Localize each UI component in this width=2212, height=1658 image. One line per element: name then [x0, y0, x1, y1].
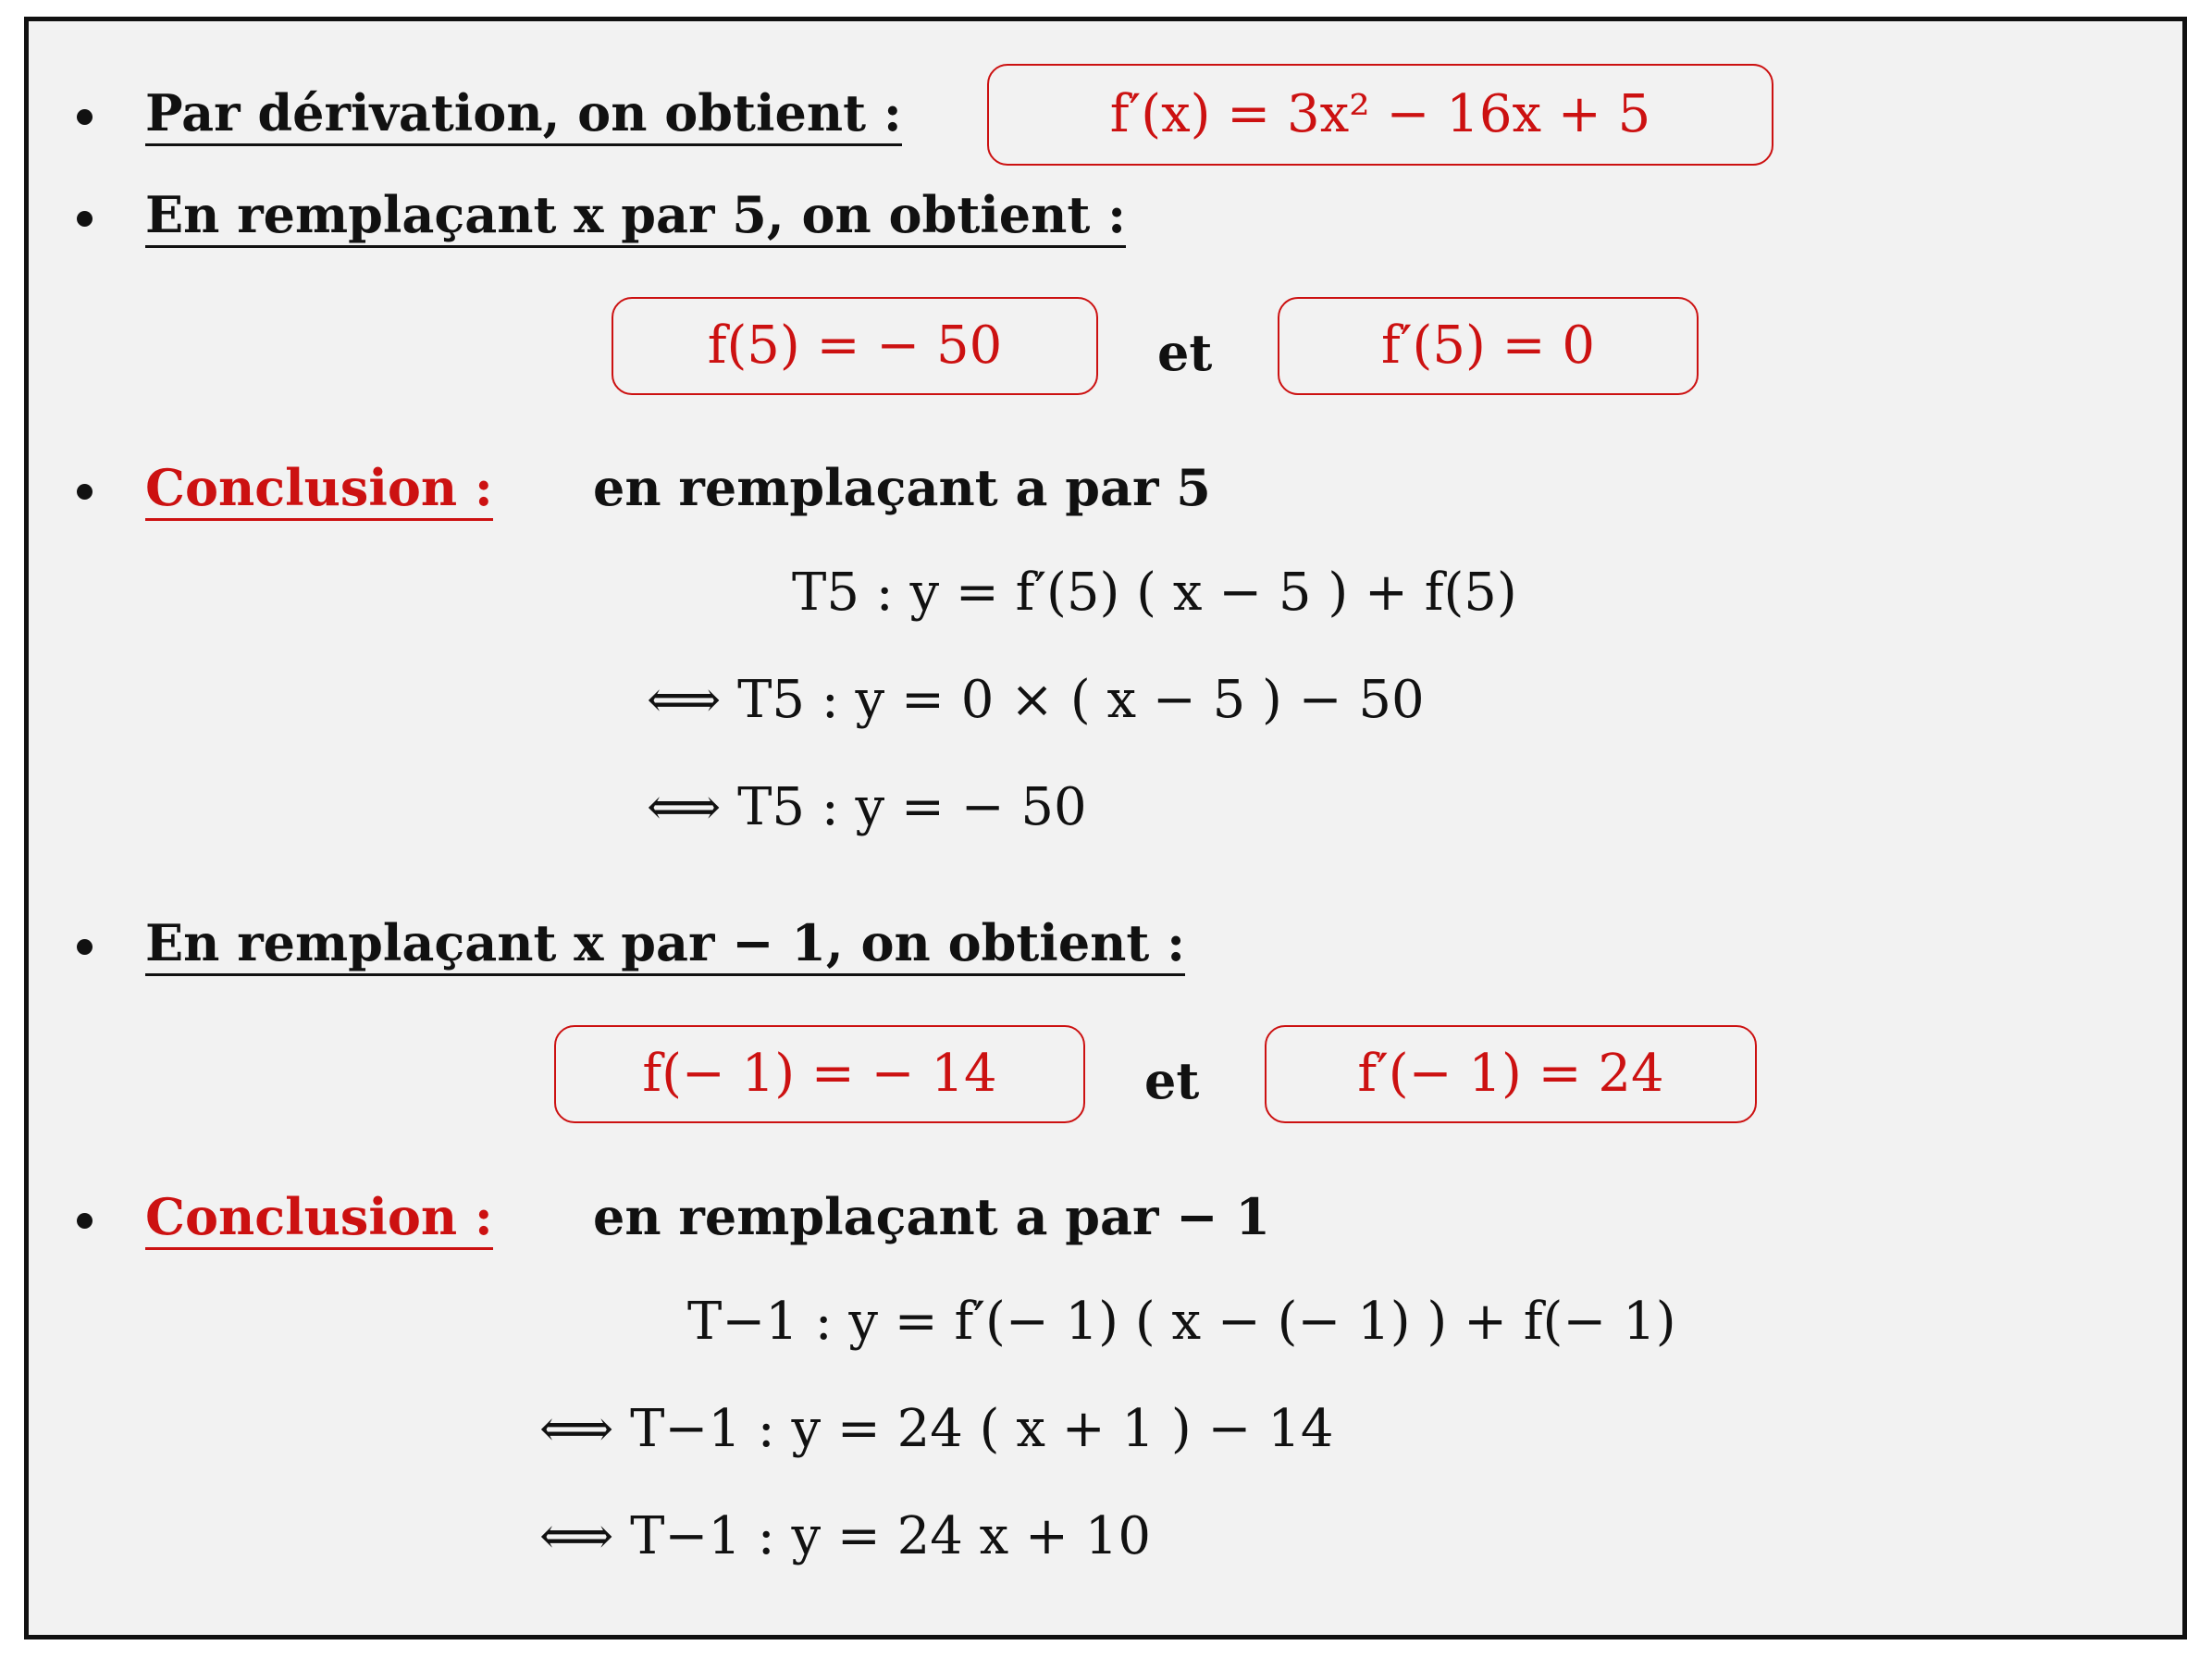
- fprime5-value: f′(5) = 0: [1381, 316, 1595, 376]
- conclusion5-label: Conclusion :: [145, 463, 493, 521]
- fprime5-box: [1278, 297, 1699, 395]
- bullet-derivation: [77, 109, 93, 125]
- f-minus1-box: [554, 1025, 1085, 1123]
- tangent5-line-3: ⟺ T5 : y = − 50: [647, 777, 1087, 837]
- replace-minus1-label: En remplaçant x par − 1, on obtient :: [145, 918, 1185, 976]
- f5-box: [612, 297, 1098, 395]
- conclusion5-text: en remplaçant a par 5: [593, 458, 1211, 517]
- connector-et-minus1: et: [1144, 1051, 1200, 1110]
- tangent5-line-2: ⟺ T5 : y = 0 × ( x − 5 ) − 50: [647, 670, 1425, 730]
- document-frame: [24, 17, 2187, 1639]
- bullet-conclusion5: [77, 484, 93, 500]
- tangent-minus1-line-1: T−1 : y = f′(− 1) ( x − (− 1) ) + f(− 1): [687, 1292, 1676, 1352]
- connector-et-5: et: [1157, 323, 1213, 382]
- tangent-minus1-line-3: ⟺ T−1 : y = 24 x + 10: [539, 1506, 1152, 1566]
- bullet-conclusion-minus1: [77, 1213, 93, 1229]
- bullet-replace5: [77, 211, 93, 227]
- f5-value: f(5) = − 50: [707, 316, 1003, 376]
- bullet-replace-minus1: [77, 939, 93, 955]
- tangent5-line-1: T5 : y = f′(5) ( x − 5 ) + f(5): [792, 563, 1517, 623]
- f-minus1-value: f(− 1) = − 14: [642, 1044, 997, 1104]
- fprime-minus1-value: f′(− 1) = 24: [1357, 1044, 1664, 1104]
- derivation-label: Par dérivation, on obtient :: [145, 88, 902, 146]
- derivation-result: f′(x) = 3x² − 16x + 5: [1109, 84, 1651, 144]
- tangent-minus1-line-2: ⟺ T−1 : y = 24 ( x + 1 ) − 14: [539, 1399, 1334, 1459]
- fprime-minus1-box: [1265, 1025, 1757, 1123]
- conclusion-minus1-text: en remplaçant a par − 1: [593, 1187, 1270, 1246]
- conclusion-minus1-label: Conclusion :: [145, 1192, 493, 1250]
- derivation-result-box: [987, 64, 1773, 166]
- replace5-label: En remplaçant x par 5, on obtient :: [145, 190, 1126, 248]
